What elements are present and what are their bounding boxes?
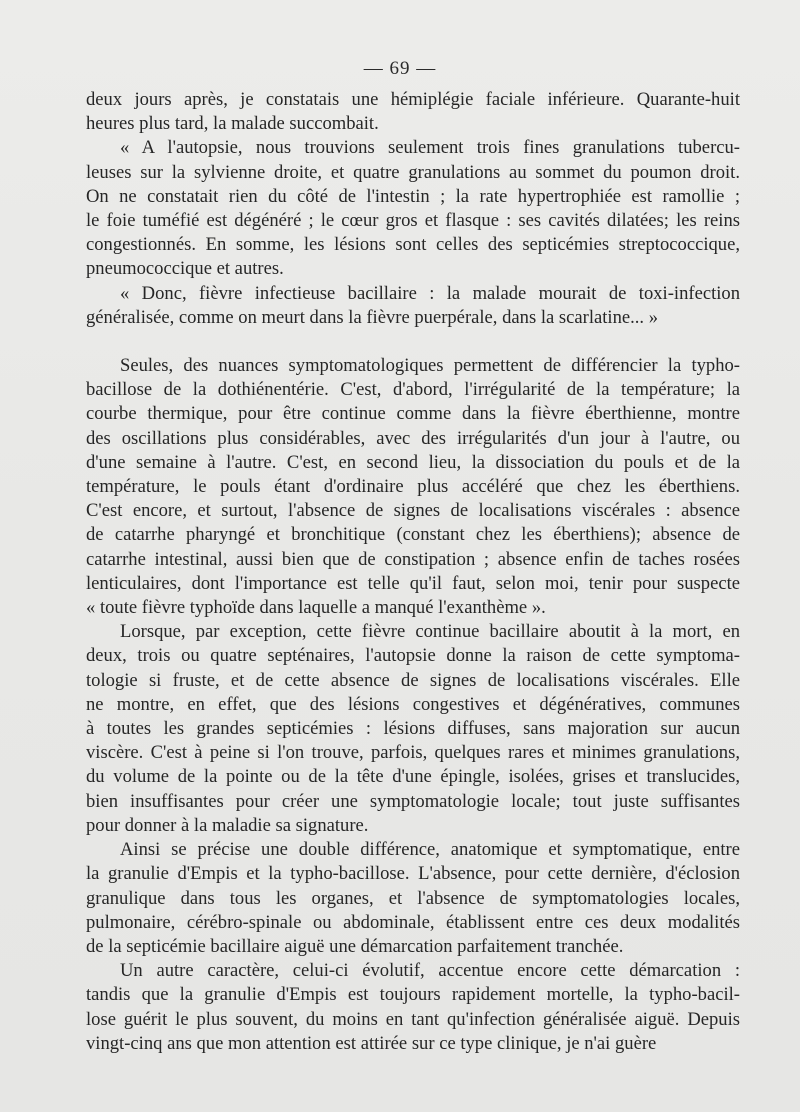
text-line: Un autre caractère, celui-ci évolutif, accentue encore cette démarcation : <box>120 960 740 982</box>
text-line: pour donner à la maladie sa signature. <box>86 814 369 836</box>
text-line: bacillose de la dothiénentérie. C'est, d'abord, l'irrégularité de la température; la <box>86 379 740 401</box>
text-line: catarrhe intestinal, aussi bien que de constipation ; absence enfin de taches rosées <box>86 548 740 570</box>
text-line: « Donc, fièvre infectieuse bacillaire : la malade mourait de toxi-infection <box>120 282 740 304</box>
text-line: du volume de la pointe ou de la tête d'une épingle, isolées, grises et translucides, <box>86 766 740 788</box>
text-line: généralisée, comme on meurt dans la fièvre puerpérale, dans la scarlatine... » <box>86 306 659 328</box>
text-line: pulmonaire, cérébro-spinale ou abdominale, établissent entre ces deux modalités <box>86 911 740 933</box>
text-line: d'une semaine à l'autre. C'est, en second lieu, la dissociation du pouls et de la <box>86 451 740 473</box>
text-line: Ainsi se précise une double différence, anatomique et symptomatique, entre <box>120 839 740 861</box>
text-line: C'est encore, et surtout, l'absence de signes de localisations viscérales : absence <box>86 500 740 522</box>
text-line: à toutes les grandes septicémies : lésions diffuses, sans majoration sur aucun <box>86 718 740 740</box>
text-line: des oscillations plus considérables, avec des irrégularités d'un jour à l'autre, ou <box>86 427 740 449</box>
text-line: Seules, des nuances symptomatologiques permettent de différencier la typho- <box>120 355 740 377</box>
text-line: Lorsque, par exception, cette fièvre continue bacillaire aboutit à la mort, en <box>120 621 740 643</box>
text-line: le foie tuméfié est dégénéré ; le cœur gros et flasque : ses cavités dilatées; les reins <box>86 210 740 232</box>
text-line: heures plus tard, la malade succombait. <box>86 113 379 135</box>
text-line: deux, trois ou quatre septénaires, l'autopsie donne la raison de cette symptoma- <box>86 645 740 667</box>
text-line: pneumococcique et autres. <box>86 258 284 280</box>
text-line: « A l'autopsie, nous trouvions seulement trois fines granulations tubercu- <box>120 137 740 159</box>
text-line: tandis que la granulie d'Empis est toujours rapidement mortelle, la typho-bacil- <box>86 984 740 1006</box>
text-line: deux jours après, je constatais une hémiplégie faciale inférieure. Quarante-huit <box>86 89 740 110</box>
body-text <box>86 88 740 1056</box>
text-line: viscère. C'est à peine si l'on trouve, parfois, quelques rares et minimes granulations, <box>86 742 740 764</box>
text-line: vingt-cinq ans que mon attention est attirée sur ce type clinique, je n'ai guère <box>86 1032 657 1054</box>
text-line: de la septicémie bacillaire aiguë une démarcation parfaitement tranchée. <box>86 935 624 957</box>
text-line: leuses sur la sylvienne droite, et quatre granulations au sommet du poumon droit. <box>86 161 740 183</box>
text-line: température, le pouls étant d'ordinaire plus accéléré que chez les éberthiens. <box>86 476 740 498</box>
text-line: la granulie d'Empis et la typho-bacillose. L'absence, pour cette dernière, d'éclosion <box>86 863 740 885</box>
text-line: congestionnés. En somme, les lésions sont celles des septicémies streptococcique, <box>86 234 740 256</box>
text-line: « toute fièvre typhoïde dans laquelle a manqué l'exanthème ». <box>86 597 546 619</box>
text-line: tologie si fruste, et de cette absence de signes de localisations viscérales. Elle <box>86 669 740 691</box>
text-line: granulique dans tous les organes, et l'absence de symptomatologies locales, <box>86 887 740 909</box>
text-line: courbe thermique, pour être continue comme dans la fièvre éberthienne, montre <box>86 403 740 425</box>
text-line: lenticulaires, dont l'importance est telle qu'il faut, selon moi, tenir pour suspecte <box>86 572 740 594</box>
text-line: On ne constatait rien du côté de l'intestin ; la rate hypertrophiée est ramollie ; <box>86 185 740 207</box>
text-line: lose guérit le plus souvent, du moins en tant qu'infection généralisée aiguë. Depuis <box>86 1008 740 1030</box>
page-number: — 69 — <box>363 58 437 79</box>
text-line: ne montre, en effet, que des lésions congestives et dégénératives, communes <box>86 693 740 715</box>
text-line: de catarrhe pharyngé et bronchitique (constant chez les éberthiens); absence de <box>86 524 740 546</box>
text-line: bien insuffisantes pour créer une symptomatologie locale; tout juste suffisantes <box>86 790 740 812</box>
